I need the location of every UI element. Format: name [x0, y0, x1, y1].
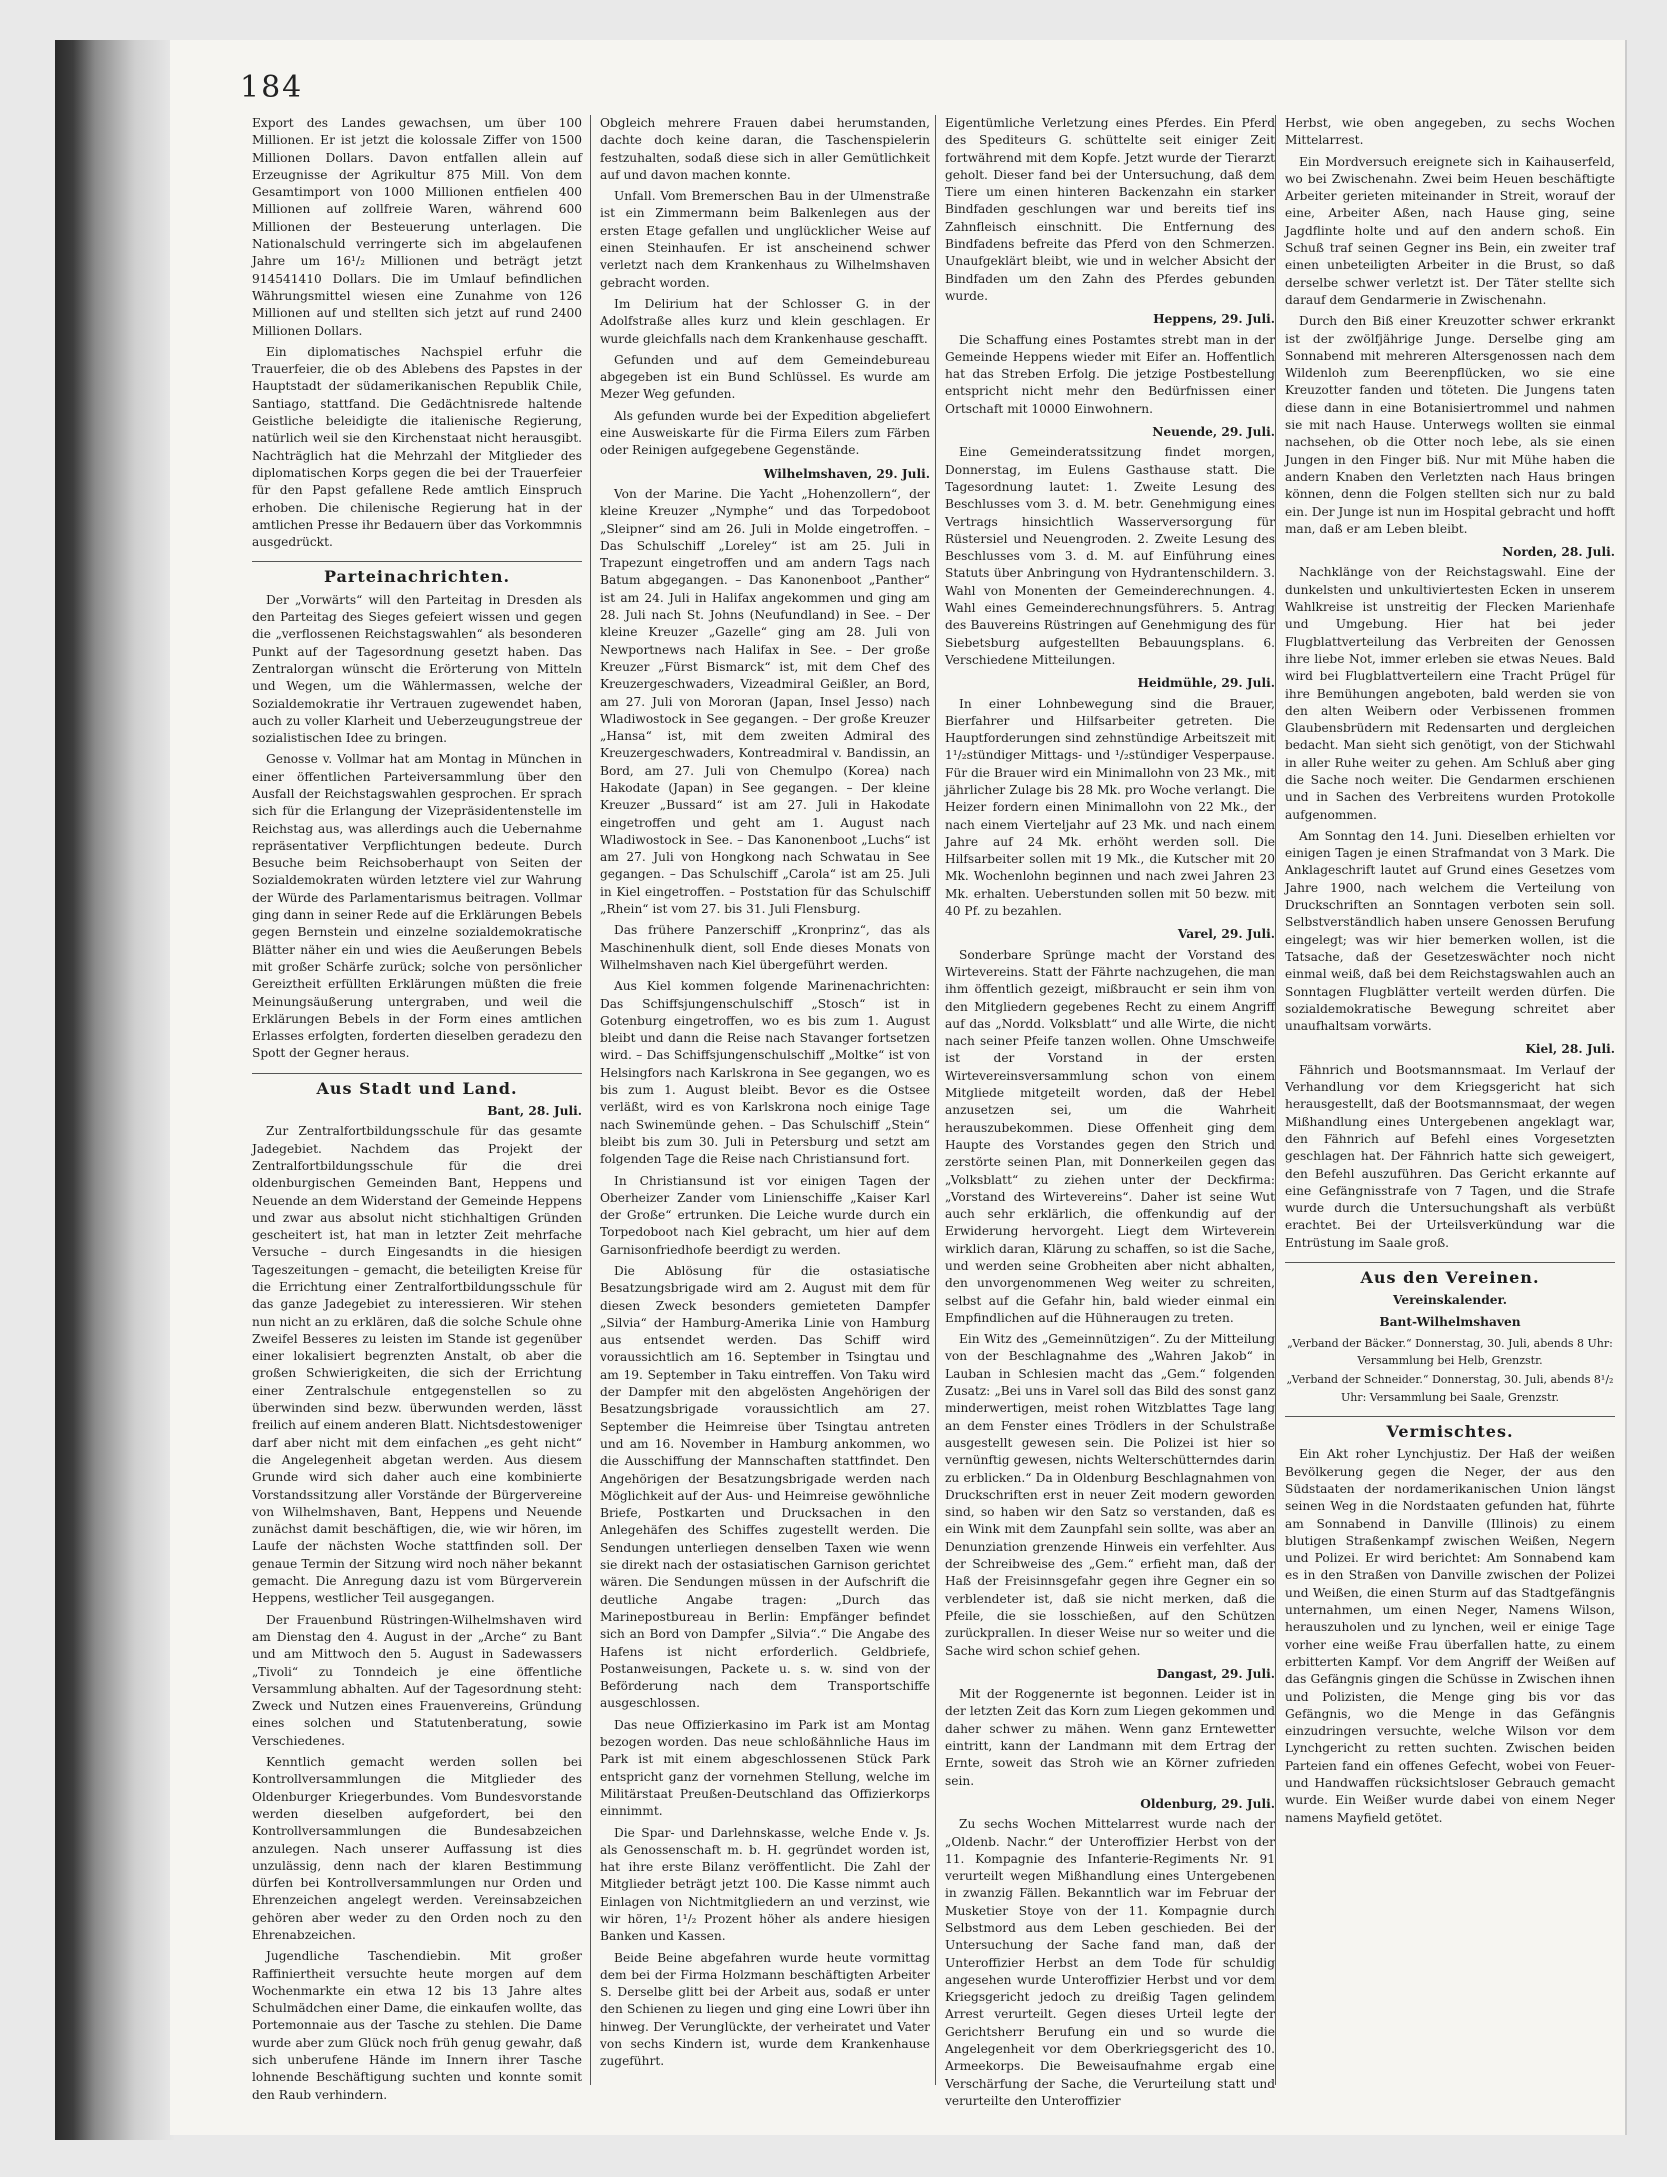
calendar-entry: „Verband der Schneider.“ Donnerstag, 30. Juli, abends 8¹/₂ Uhr: Versammlung bei Saale, Grenzstr. [1286, 1373, 1614, 1404]
dateline: Kiel, 28. Juli. [1525, 1042, 1615, 1057]
article-paragraph: Zu sechs Wochen Mittelarrest wurde nach der „Oldenb. Nachr.“ der Unteroffizier Herbst von der 11. Kompagnie des Infanterie-Regiments Nr. 91 verurteilt wegen Mißhandlung eines Untergebenen in zwanzig Fällen. Bekanntlich war im Februar der Musketier Stoye von der 11. Kompagnie durch Selbstmord aus dem Leben geschieden. Bei der Untersuchung der Sache fand man, daß der Unteroffizier Herbst an dem Tode für schuldig angesehen wurde Unteroffizier Herbst und vor dem Kriegsgericht jedoch zu dreißig Tagen gelindem Arrest verurteilt. Gegen dieses Urteil legte der Gerichtsherr Berufung ein und so wurde die Angelegenheit vor dem Oberkriegsgericht des 10. Armeekorps. Die Beweisaufnahme ergab eine Verschärfung der Sache, die Verurteilung statt und verurteilte den Unteroffizier [945, 1817, 1275, 2108]
section-heading: Parteinachrichten. [252, 561, 582, 585]
article-paragraph: Fähnrich und Bootsmannsmaat. Im Verlauf der Verhandlung vor dem Kriegsgericht hat sich herausgestellt, daß der Bootsmannsmaat, der wegen Mißhandlung eines Untergebenen angeklagt war, den Fähnrich auf Befehl eines Vorgesetzten geschlagen hat. Der Fähnrich hatte sich geweigert, den Befehl auszuführen. Das Gericht erkannte auf eine Gefängnisstrafe von 7 Tagen, und die Strafe wurde durch die Untersuchungshaft als verbüßt erachtet. Bei der Urteilsverkündung war die Entrüstung im Saale groß. [1285, 1062, 1615, 1250]
subheading: Vereinskalender. [1392, 1293, 1508, 1308]
column-rule [1275, 115, 1276, 2085]
article-paragraph: Mit der Roggenernte ist begonnen. Leider ist in der letzten Zeit das Korn zum Liegen gekommen und daher schwer zu mähen. Wenn ganz Erntewetter eintritt, kann der Landmann mit dem Ertrag der Ernte, soweit das Stroh wie an Körner zufrieden sein. [945, 1687, 1275, 1788]
article-paragraph: Kenntlich gemacht werden sollen bei Kontrollversammlungen die Mitglieder des Oldenburger Kriegerbundes. Vom Bundesvorstande werden dieselben aufgefordert, bei den Kontrollversammlungen die Bundesabzeichen anzulegen. Nach unserer Auffassung ist dies unzulässig, denn nach der klaren Bestimmung dürfen bei Kontrollversammlungen nur Orden und Ehrenzeichen angelegt werden. Vereinsabzeichen gehören aber weder zu den Orden noch zu den Ehrenabzeichen. [252, 1755, 582, 1942]
article-paragraph: Genosse v. Vollmar hat am Montag in München in einer öffentlichen Parteiversammlung über den Ausfall der Reichstagswahlen gesprochen. Er sprach sich für die Erlangung der Vizepräsidentenstelle im Reichstag aus, was allerdings auch die Uebernahme repräsentativer Verpflichtungen bedeute. Durch Besuche beim Reichsoberhaupt von Seiten der Sozialdemokraten würden letztere viel zur Wahrung der Würde des Parlamentarismus beitragen. Vollmar ging dann in seiner Rede auf die Erklärungen Bebels gegen Bernstein und einzelne sozialdemokratische Blätter näher ein und wies die Aeußerungen Bebels mit großer Schärfe zurück; solche von persönlicher Gereiztheit erfüllten Erklärungen müßten die freie Meinungsäußerung untergraben, und weil die Erklärungen Bebels in der Form eines amtlichen Erlasses erfolgten, forderten dieselben geradezu den Spott der Gegner heraus. [252, 752, 582, 1061]
dateline: Norden, 28. Juli. [1502, 545, 1615, 560]
article-paragraph: Das neue Offizierkasino im Park ist am Montag bezogen worden. Das neue schloßähnliche Haus im Park ist mit einem abgeschlossenen Stück Park entspricht ganz der vornehmen Stellung, welche im Militärstaat Preußen-Deutschland das Offizierkorps einnimmt. [600, 1717, 930, 1819]
dateline: Bant, 28. Juli. [487, 1104, 582, 1119]
article-paragraph: Ein Akt roher Lynchjustiz. Der Haß der weißen Bevölkerung gegen die Neger, der aus den Südstaaten der nordamerikanischen Union längst seinen Weg in die Nordstaaten gefunden hat, führte am Sonnabend in Danville (Illinois) zu einem blutigen Straßenkampf zwischen Weißen, Negern und Polizei. Er wird berichtet: Am Sonnabend kam es in den Straßen von Danville zwischen der Polizei und Weißen, die einen Sturm auf das Stadtgefängnis unternahmen, um einen Neger, Namens Wilson, herauszuholen und zu lynchen, weil er einige Tage vorher eine weiße Frau überfallen hatte, zu einem erbitterten Kampf. Vor dem Angriff der Weißen auf das Gefängnis gingen die Schüsse in Zwischen ihnen und Polizisten, die Menge ging bis vor das Gefängnis, wo die Menge in das Gefängnis einzudringen versuchte, welche Wilson vor dem Lynchgericht zu retten suchten. Zwischen beiden Parteien fand ein offenes Gefecht, wobei von Feuer- und Handwaffen rücksichtsloser Gebrauch gemacht wurde. Ein Weißer wurde dabei von einem Neger namens Mayfield getötet. [1285, 1447, 1615, 1825]
article-paragraph: In Christiansund ist vor einigen Tagen der Oberheizer Zander vom Linienschiffe „Kaiser Karl der Große“ ertrunken. Die Leiche wurde durch ein Torpedoboot nach Kiel gebracht, um hier auf dem Garnisonfriedhofe beerdigt zu werden. [600, 1173, 930, 1257]
column-3 [945, 115, 1275, 2108]
article-paragraph: Eine Gemeinderatssitzung findet morgen, Donnerstag, im Eulens Gasthause statt. Die Tagesordnung lautet: 1. Zweite Lesung des Beschlusses vom 3. d. M. betr. Genehmigung eines Vertrags hinsichtlich Wasserversorgung für Rüstersiel und Neuengroden. 2. Zweite Lesung des Beschlusses vom 3. d. M. auf Einführung eines Statuts über Anbringung von Hydrantenschildern. 3. Wahl von Monenten der Gemeinderechnungen. 4. Wahl eines Gemeinderechnungsführers. 5. Antrag des Bauvereins Rüstringen auf Genehmigung des für Siebetsburg aufgestellten Bebauungsplans. 6. Verschiedene Mitteilungen. [945, 445, 1275, 667]
article-paragraph: Ein Witz des „Gemeinnützigen“. Zu der Mitteilung von der Beschlagnahme des „Wahren Jakob“ in Lauban in Schlesien macht das „Gem.“ folgenden Zusatz: „Bei uns in Varel soll das Bild des sonst ganz minderwertigen, meist rohen Witzblattes Tage lang an dem Fenster eines Trödlers in der Schulstraße ausgestellt gewesen sein. Die Polizei ist hier so vernünftig gewesen, nichts Welterschütterndes darin zu erblicken.“ Da in Oldenburg Beschlagnahmen von Druckschriften erst in neuer Zeit modern geworden sind, so haben wir den Satz so verstanden, daß es ein Wink mit dem Zaunpfahl sein sollte, was aber an Denunziation grenzende Hinweis ein verfehlter. Aus der Schreibweise des „Gem.“ erfieht man, daß der Haß der Freisinnsgefahr gegen ihre Gegner ein so verblendeter ist, daß sie nicht merken, daß die Pfeile, die sie losschießen, auf den Schützen zurückprallen. In dieser Weise nur so weiter und die Sache wird schon schief gehen. [945, 1332, 1275, 1658]
article-paragraph: Durch den Biß einer Kreuzotter schwer erkrankt ist der zwölfjährige Junge. Derselbe ging am Sonnabend mit mehreren Altersgenossen nach dem Wildenloh zum Beerenpflücken, wo sie eine Kreuzotter fanden und töteten. Die Jungens taten diese dann in eine Botanisiertrommel und nahmen sie mit nach Hause. Unterwegs wollten sie einmal nachsehen, ob die Otter noch lebe, als sie einen Jungen in den Finger biß. Nur mit Mühe haben die andern Knaben den Verletzten nach Haus bringen können, denn die Folgen stellten sich nur zu bald ein. Der Junge ist nun im Hospital gebracht und hofft man, daß er am Leben bleibt. [1285, 314, 1615, 536]
article-paragraph: Am Sonntag den 14. Juni. Dieselben erhielten vor einigen Tagen je einen Strafmandat von 3 Mark. Die Anklageschrift lautet auf Grund eines Gesetzes vom Jahre 1900, nach welchem die Verteilung von Druckschriften an Sonntagen verboten sein soll. Selbstverständlich haben unsere Genossen Berufung eingelegt; was wir hier bemerken wollen, ist die Tatsache, daß der Gesetzeswächter noch nicht einmal weiß, daß bei dem Reichstagswahlen auch an Sonntagen Flugblätter verteilt werden dürfen. Die sozialdemokratische Bewegung schreitet aber unaufhaltsam vorwärts. [1285, 828, 1615, 1034]
newspaper-page [170, 40, 1625, 2135]
article-paragraph: Der „Vorwärts“ will den Parteitag in Dresden als den Parteitag des Sieges gefeiert wissen und gegen die „verflossenen Reichstagswahlen“ als besonderen Punkt auf der Tagesordnung gesetzt haben. Das Zentralorgan wünscht die Erörterung von Mitteln und Wegen, um die Wählermassen, welche der Sozialdemokratie ihr Vertrauen zugewendet haben, auch zu voller Klarheit und Ueberzeugungstreue der sozialistischen Idee zu bringen. [252, 592, 582, 746]
dateline: Dangast, 29. Juli. [1156, 1666, 1275, 1681]
article-paragraph: Nachklänge von der Reichstagswahl. Eine der dunkelsten und unkultiviertesten Ecken in unserem Wahlkreise ist unstreitig der Flecken Marienhafe und Umgebung. Hier hat bei jeder Flugblattverteilung das Verbreiten der Genossen ihre liebe Not, immer erleben sie etwas Neues. Bald wird bei Flugblattverteilern eine Tracht Prügel für ihre Bemühungen angeboten, bald werden sie von den alten Weibern oder Verbissenen frommen Glaubensbrüdern mit Redensarten und dergleichen bedacht. Man sieht sich genötigt, von der Stichwahl in aller Ruhe weiter zu gehen. Am Schluß aber ging die Sache noch weiter. Die Gendarmen erschienen und in Sachen des Verbreitens wurden Protokolle aufgenommen. [1285, 565, 1615, 822]
article-paragraph: Von der Marine. Die Yacht „Hohenzollern“, der kleine Kreuzer „Nymphe“ und das Torpedoboot „Sleipner“ sind am 26. Juli in Molde eingetroffen. – Das Schulschiff „Loreley“ ist am 25. Juli in Trapezunt eingetroffen und am andern Tags nach Batum abgegangen. – Das Kanonenboot „Panther“ ist am 24. Juli in Halifax angekommen und ging am 28. Juli nach St. Johns (Neufundland) in See. – Der kleine Kreuzer „Gazelle“ ging am 28. Juli von Newportnews nach Halifax in See. – Der große Kreuzer „Fürst Bismarck“ ist, mit dem Chef des Kreuzergeschwaders, Vizeadmiral Geißler, an Bord, am 27. Juli von Mororan (Japan, Insel Jesso) nach Wladiwostock in See gegangen. – Der große Kreuzer „Hansa“ ist, mit dem zweiten Admiral des Kreuzergeschwaders, Kontreadmiral v. Bandissin, an Bord, am 27. Juli von Chemulpo (Korea) nach Hakodate (Japan) in See gegangen. – Der kleine Kreuzer „Bussard“ ist am 27. Juli in Hakodate eingetroffen und geht am 1. August nach Wladiwostock in See. – Das Kanonenboot „Luchs“ ist am 27. Juli von Hongkong nach Schwatau in See gegangen. – Das Schulschiff „Carola“ ist am 25. Juli in Kiel eingetroffen. – Poststation für das Schulschiff „Rhein“ ist vom 27. bis 31. Juli Flensburg. [600, 486, 930, 917]
article-paragraph: Obgleich mehrere Frauen dabei herumstanden, dachte doch keine daran, die Taschenspielerin festzuhalten, sodaß diese sich in aller Gemütlichkeit auf und davon machen konnte. [600, 116, 930, 182]
article-paragraph: Jugendliche Taschendiebin. Mit großer Raffiniertheit versuchte heute morgen auf dem Wochenmarkte ein etwa 12 bis 13 Jahre altes Schulmädchen einer Dame, die einkaufen wollte, das Portemonnaie aus der Tasche zu stehlen. Die Dame wurde aber zum Glück noch früh genug gewahr, daß sich unberufene Hände im Innern ihrer Tasche lohnende Beschäftigung suchten und konnte somit den Raub verhindern. [252, 1949, 582, 2102]
page-number: 184 [240, 70, 304, 105]
article-paragraph: Der Frauenbund Rüstringen-Wilhelmshaven wird am Dienstag den 4. August in der „Arche“ zu Bant und am Mittwoch den 5. August in Sadewassers „Tivoli“ zu Tonndeich je eine öffentliche Versammlung abhalten. Auf der Tagesordnung steht: Zweck und Nutzen eines Frauenvereins, Gründung eines solchen und Statutenberatung, sowie Verschiedenes. [252, 1612, 582, 1748]
article-paragraph: Eigentümliche Verletzung eines Pferdes. Ein Pferd des Spediteurs G. schüttelte seit einiger Zeit fortwährend mit dem Kopfe. Jetzt wurde der Tierarzt geholt. Dieser fand bei der Untersuchung, daß dem Tiere um einen hinteren Backenzahn ein starker Bindfaden geschlungen war und bereits tief ins Zahnfleisch einschnitt. Die Entfernung des Bindfadens befreite das Pferd von den Schmerzen. Unaufgeklärt bleibt, wie und in welcher Absicht der Bindfaden um den Zahn des Pferdes gebunden wurde. [945, 116, 1275, 303]
article-paragraph: Ein Mordversuch ereignete sich in Kaihauserfeld, wo bei Zwischenahn. Zwei beim Heuen beschäftigte Arbeiter gerieten miteinander in Streit, worauf der eine, Arbeiter Aßen, nach Hause ging, seine Jagdflinte holte und auf den andern schoß. Ein Schuß traf seinen Gegner ins Bein, ein zweiter traf einen unbeteiligten Arbeiter in die Brust, so daß derselbe schwer verletzt ist. Der Täter stellte sich darauf dem Gendarmerie in Zwischenahn. [1285, 154, 1615, 307]
section-heading: Aus Stadt und Land. [252, 1073, 582, 1097]
article-paragraph: Export des Landes gewachsen, um über 100 Millionen. Er ist jetzt die kolossale Ziffer von 1500 Millionen Dollars. Davon entfallen allein auf Erzeugnisse der Agrikultur 875 Mill. Von dem Gesamtimport von 1000 Millionen entfielen 400 Millionen auf zollfreie Waren, während 600 Millionen der Besteuerung unterlagen. Die Nationalschuld verringerte sich im abgelaufenen Jahre um 16¹/₂ Millionen und beträgt jetzt 914541410 Dollars. Die im Umlauf befindlichen Währungsmittel wiesen eine Zunahme von 126 Millionen auf und stellten sich jetzt auf rund 2400 Millionen Dollars. [252, 116, 582, 338]
article-paragraph: Beide Beine abgefahren wurde heute vormittag dem bei der Firma Holzmann beschäftigten Arbeiter S. Derselbe glitt bei der Arbeit aus, sodaß er unter den Schienen zu liegen und ging eine Lowri über ihn hinweg. Der Verunglückte, der verheiratet und Vater von sechs Kindern ist, wurde dem Krankenhause zugeführt. [600, 1950, 930, 2069]
column-rule [590, 115, 591, 2085]
dateline: Heidmühle, 29. Juli. [1137, 676, 1275, 691]
column-4 [1285, 115, 1615, 2085]
dateline: Neuende, 29. Juli. [1152, 425, 1275, 440]
article-paragraph: Unfall. Vom Bremerschen Bau in der Ulmenstraße ist ein Zimmermann beim Balkenlegen aus der ersten Etage gefallen und unglücklicher Weise auf einen Steinhaufen. Er ist anscheinend schwer verletzt nach dem Krankenhaus zu Wilhelmshaven gebracht worden. [600, 189, 930, 290]
dateline: Wilhelmshaven, 29. Juli. [763, 466, 930, 481]
book-binding-edge [55, 40, 175, 2140]
article-paragraph: Sonderbare Sprünge macht der Vorstand des Wirtevereins. Statt der Fährte nachzugehen, die man ihm öffentlich gezeigt, mißbraucht er sein ihm von den Mitgliedern gegebenes Recht zu einem Angriff auf das „Nordd. Volksblatt“ und alle Wirte, die nicht nach seiner Pfeife tanzen wollen. Ohne Umschweife ist der Vorstand in der ersten Wirtevereinsversammlung schon von einem Mitgliede mitgeteilt worden, daß der Hebel anzusetzen sei, um die Wahrheit herauszubekommen. Diese Offenheit ging dem Haupte des Vorstandes gegen den Strich und zerstörte seinen Plan, mit Donnerkeilen gegen das „Volksblatt“ zu ziehen unter der Deckfirma: „Vorstand des Wirtevereins“. Daher ist seine Wut auch sehr erklärlich, die offenkundig auf der Erwiderung hervorgeht. Liegt dem Wirteverein wirklich daran, Klärung zu schaffen, so ist die Sache, und werden seine Grobheiten aber nicht abhalten, den unvorgenommenen Weg weiter zu schreiten, selbst auf die Gefahr hin, bald wieder einmal ein Empfindlichen auf die Hühneraugen zu treten. [945, 947, 1275, 1325]
article-paragraph: Aus Kiel kommen folgende Marinenachrichten: Das Schiffsjungenschulschiff „Stosch“ ist in Gotenburg eingetroffen, wo es bis zum 1. August bleibt und dann die Reise nach Stavanger fortsetzen wird. – Das Schiffsjungenschulschiff „Moltke“ ist von Helsingfors nach Karlskrona in See gegangen, wo es bis zum 1. August bleibt. Bevor es die Ostsee verläßt, wird es von Karlskrona noch einige Tage nach Swinemünde gehen. – Das Schulschiff „Stein“ bleibt bis zum 30. Juli in Petersburg und setzt am folgenden Tage die Reise nach Christiansund fort. [600, 979, 930, 1167]
article-paragraph: Ein diplomatisches Nachspiel erfuhr die Trauerfeier, die ob des Ablebens des Papstes in der Hauptstadt der südamerikanischen Republik Chile, Santiago, stattfand. Die Gedächtnisrede haltende Geistliche beleidigte die italienische Regierung, natürlich weil sie den Kirchenstaat nicht herausgibt. Nachträglich hat die Mehrzahl der Mitglieder des diplomatischen Korps gegen die bei der Trauerfeier für den Papst gefallene Rede amtlich Einspruch erhoben. Die chilenische Regierung hat in der amtlichen Presse ihr Bedauern über das Vorkommnis ausgedrückt. [252, 344, 582, 550]
article-paragraph: Zur Zentralfortbildungsschule für das gesamte Jadegebiet. Nachdem das Projekt der Zentralfortbildungsschule für die drei oldenburgischen Gemeinden Bant, Heppens und Neuende an dem Widerstand der Gemeinde Heppens und zwar aus absolut nicht stichhaltigen Gründen gescheitert ist, hat man in letzter Zeit mehrfache Versuche – durch Eingesandts in die hiesigen Tageszeitungen – gemacht, die beteiligten Kreise für die Errichtung einer Zentralfortbildungsschule für das ganze Jadegebiet zu interessieren. Wir stehen nun nicht an zu erklären, daß die solche Schule ohne Zweifel Besseres zu leisten im Stande ist gegenüber einer lokalisiert begrenzten Anstalt, ob aber die großen Schwierigkeiten, die sich der Errichtung einer Zentralschule entgegenstellen so zu überwinden sind bezw. überwunden werden, lässt freilich auf einem anderen Blatt. Nichtsdestoweniger darf aber nicht mit dem einfachen „es geht nicht“ die Angelegenheit abgetan werden. Aus diesem Grunde wird sich daher auch eine kombinierte Vorstandssitzung aller Vorstände der Bürgervereine von Wilhelmshaven, Bant, Heppens und Neuende zunächst damit beschäftigen, die, wie wir hören, im Laufe der nächsten Woche stattfinden soll. Der genaue Termin der Sitzung wird noch näher bekannt gemacht. Die Anregung dazu ist vom Bürgerverein Heppens, westlicher Teil ausgegangen. [252, 1124, 582, 1606]
article-paragraph: Als gefunden wurde bei der Expedition abgeliefert eine Ausweiskarte für die Firma Eilers zum Färben oder Reinigen aufgegebene Gegenstände. [600, 408, 930, 458]
article-paragraph: Die Ablösung für die ostasiatische Besatzungsbrigade wird am 2. August mit dem für diesen Zweck besonders gemieteten Dampfer „Silvia“ der Hamburg-Amerika Linie von Hamburg aus entsendet werden. Das Schiff wird voraussichtlich am 16. September in Tsingtau und am 19. September in Taku eintreffen. Von Taku wird der Dampfer mit den abgelösten Angehörigen der Besatzungsbrigade voraussichtlich am 27. September die Heimreise über Tsingtau antreten und am 16. November in Hamburg ankommen, wo die Ausschiffung der Mannschaften stattfindet. Den Angehörigen der Besatzungsbrigade werden nach Möglichkeit auf der Aus- und Heimreise gewöhnliche Briefe, Postkarten und Drucksachen in den Anlegehäfen des Schiffes zugestellt werden. Die Sendungen unterliegen denselben Taxen wie wenn sie direkt nach der ostasiatischen Garnison gerichtet wären. Die Sendungen müssen in der Aufschrift die deutliche Angabe tragen: „Durch das Marinepostbureau in Berlin: Empfänger befindet sich an Bord von Dampfer „Silvia“.“ Die Angabe des Hafens ist nicht erforderlich. Geldbriefe, Postanweisungen, Packete u. s. w. sind von der Beförderung nach dem Transportschiffe ausgeschlossen. [600, 1264, 930, 1711]
dateline: Heppens, 29. Juli. [1153, 312, 1275, 327]
article-paragraph: Im Delirium hat der Schlosser G. in der Adolfstraße alles kurz und klein geschlagen. Er wurde gleichfalls nach dem Krankenhause geschafft. [600, 296, 930, 346]
article-paragraph: In einer Lohnbewegung sind die Brauer, Bierfahrer und Hilfsarbeiter getreten. Die Hauptforderungen sind zehnstündige Arbeitszeit mit 1¹/₂stündiger Mittags- und ¹/₂stündiger Vesperpause. Für die Brauer wird ein Minimallohn von 23 Mk., mit jährlicher Zulage bis 28 Mk. pro Woche verlangt. Die Heizer fordern einen Minimallohn von 22 Mk., der nach einem Vierteljahr auf 23 Mk. und nach einem Jahre auf 24 Mk. erhöht werden soll. Die Hilfsarbeiter sollen mit 19 Mk., die Kutscher mit 20 Mk. Wochenlohn beginnen und nach zwei Jahren 23 Mk. erhalten. Ueberstunden sollen mit 50 bezw. mit 40 Pf. zu bezahlen. [945, 696, 1275, 919]
article-paragraph: Die Schaffung eines Postamtes strebt man in der Gemeinde Heppens wieder mit Eifer an. Hoffentlich hat das Streben Erfolg. Die jetzige Postbestellung entspricht nicht mehr den Bedürfnissen einer Ortschaft mit 10000 Einwohnern. [945, 332, 1275, 416]
section-heading: Vermischtes. [1285, 1416, 1615, 1440]
column-2 [600, 115, 930, 2085]
column-1 [252, 115, 582, 2102]
dateline: Varel, 29. Juli. [1177, 927, 1275, 942]
article-paragraph: Gefunden und auf dem Gemeindebureau abgegeben ist ein Bund Schlüssel. Es wurde am Mezer Weg gefunden. [600, 352, 930, 402]
section-heading: Aus den Vereinen. [1285, 1262, 1615, 1286]
article-paragraph: Das frühere Panzerschiff „Kronprinz“, das als Maschinenhulk dient, soll Ende dieses Monats von Wilhelmshaven nach Kiel übergeführt werden. [600, 923, 930, 972]
article-paragraph: Die Spar- und Darlehnskasse, welche Ende v. Js. als Genossenschaft m. b. H. gegründet worden ist, hat ihre erste Bilanz veröffentlicht. Die Zahl der Mitglieder beträgt jetzt 100. Die Kasse nimmt auch Einlagen von Nichtmitgliedern an und verzinst, wie wir hören, 1¹/₂ Prozent höher als andere hiesigen Banken und Kassen. [600, 1825, 930, 1944]
subheading: Bant-Wilhelmshaven [1379, 1314, 1521, 1329]
calendar-entry: „Verband der Bäcker.“ Donnerstag, 30. Juli, abends 8 Uhr: Versammlung bei Helb, Grenzstr. [1287, 1336, 1613, 1368]
article-paragraph: Herbst, wie oben angegeben, zu sechs Wochen Mittelarrest. [1285, 116, 1615, 148]
column-rule [935, 115, 936, 2085]
dateline: Oldenburg, 29. Juli. [1140, 1796, 1275, 1811]
